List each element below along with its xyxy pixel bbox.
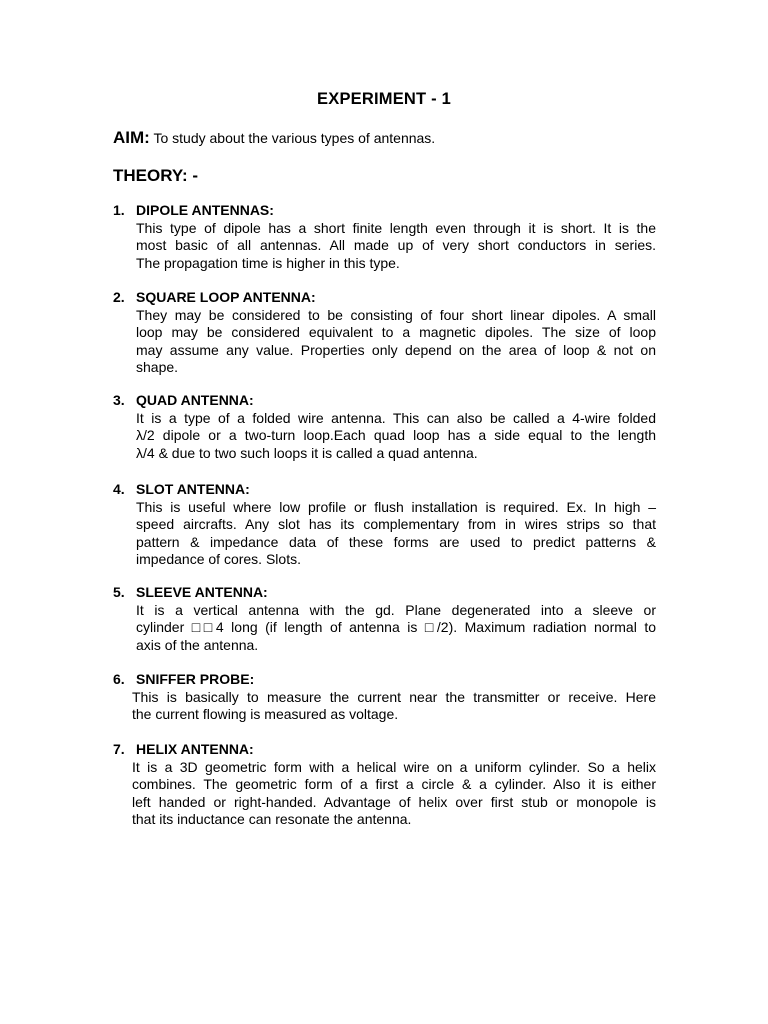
section-number: 2. (113, 289, 125, 305)
body-line: The propagation time is higher in this type. (136, 254, 400, 271)
section-body (113, 220, 656, 273)
section-number: 6. (113, 671, 125, 687)
body-line: left handed or right-handed. Advantage of helix over first stub or monopole is (132, 793, 656, 810)
section-number: 1. (113, 202, 125, 218)
section-sniffer-probe (113, 671, 656, 724)
body-line: most basic of all antennas. All made up of very short conductors in series. (136, 237, 656, 254)
theory-heading: THEORY: - (113, 166, 198, 185)
body-line: shape. (136, 359, 179, 376)
section-title: SNIFFER PROBE: (136, 671, 255, 687)
body-line: They may be considered to be consisting of four short linear dipoles. A small (136, 306, 656, 323)
body-line: speed aircrafts. Any slot has its complementary from in wires strips so that (136, 516, 656, 533)
section-body (113, 499, 656, 569)
body-line: that its inductance can resonate the antenna. (132, 811, 412, 828)
body-line: combines. The geometric form of a first a circle & a cylinder. Also it is either (132, 776, 656, 793)
body-line: This type of dipole has a short finite length even through it is short. It is the (136, 219, 656, 236)
section-quad-antenna (113, 392, 656, 462)
section-title: HELIX ANTENNA: (136, 741, 254, 757)
section-number: 4. (113, 481, 125, 497)
section-dipole-antennas (113, 202, 656, 272)
section-helix-antenna (113, 741, 656, 829)
body-line: may assume any value. Properties only depend on the area of loop & not on (136, 341, 656, 358)
section-body (113, 410, 656, 463)
aim-label: AIM: (113, 128, 150, 147)
section-square-loop-antenna (113, 289, 656, 377)
body-line: pattern & impedance data of these forms are used to predict patterns & (136, 533, 656, 550)
section-body (113, 759, 656, 829)
section-sleeve-antenna (113, 584, 656, 654)
section-number: 7. (113, 741, 125, 757)
section-heading (113, 481, 656, 499)
section-slot-antenna (113, 481, 656, 569)
body-line: axis of the antenna. (136, 636, 259, 653)
section-title: SQUARE LOOP ANTENNA: (136, 289, 316, 305)
body-line: It is a type of a folded wire antenna. This can also be called a 4-wire folded (136, 409, 656, 426)
body-line: loop may be considered equivalent to a magnetic dipoles. The size of loop (136, 324, 656, 341)
aim-text: To study about the various types of antennas. (149, 130, 436, 146)
body-line: λ/4 & due to two such loops it is called a quad antenna. (136, 444, 478, 461)
section-title: SLOT ANTENNA: (136, 481, 250, 497)
section-body (113, 689, 656, 724)
body-line: impedance of cores. Slots. (136, 551, 301, 568)
body-line: This is basically to measure the current near the transmitter or receive. Here (132, 688, 656, 705)
body-line: cylinder □□4 long (if length of antenna is □/2). Maximum radiation normal to (136, 619, 656, 636)
section-heading (113, 584, 656, 602)
body-line: This is useful where low profile or flush installation is required. Ex. In high – (136, 498, 656, 515)
section-title: SLEEVE ANTENNA: (136, 584, 268, 600)
section-title: DIPOLE ANTENNAS: (136, 202, 274, 218)
section-title: QUAD ANTENNA: (136, 392, 254, 408)
section-heading (113, 671, 656, 689)
body-line: the current flowing is measured as voltage. (132, 706, 399, 723)
body-line: It is a vertical antenna with the gd. Plane degenerated into a sleeve or (136, 601, 656, 618)
body-line: λ/2 dipole or a two-turn loop.Each quad loop has a side equal to the length (136, 427, 656, 444)
section-heading (113, 392, 656, 410)
page-title: EXPERIMENT - 1 (317, 90, 451, 108)
section-heading (113, 289, 656, 307)
section-body (113, 602, 656, 655)
section-number: 3. (113, 392, 125, 408)
section-body (113, 307, 656, 377)
body-line: It is a 3D geometric form with a helical wire on a uniform cylinder. So a helix (132, 758, 656, 775)
section-heading (113, 741, 656, 759)
section-heading (113, 202, 656, 220)
section-number: 5. (113, 584, 125, 600)
aim-statement (113, 128, 435, 148)
